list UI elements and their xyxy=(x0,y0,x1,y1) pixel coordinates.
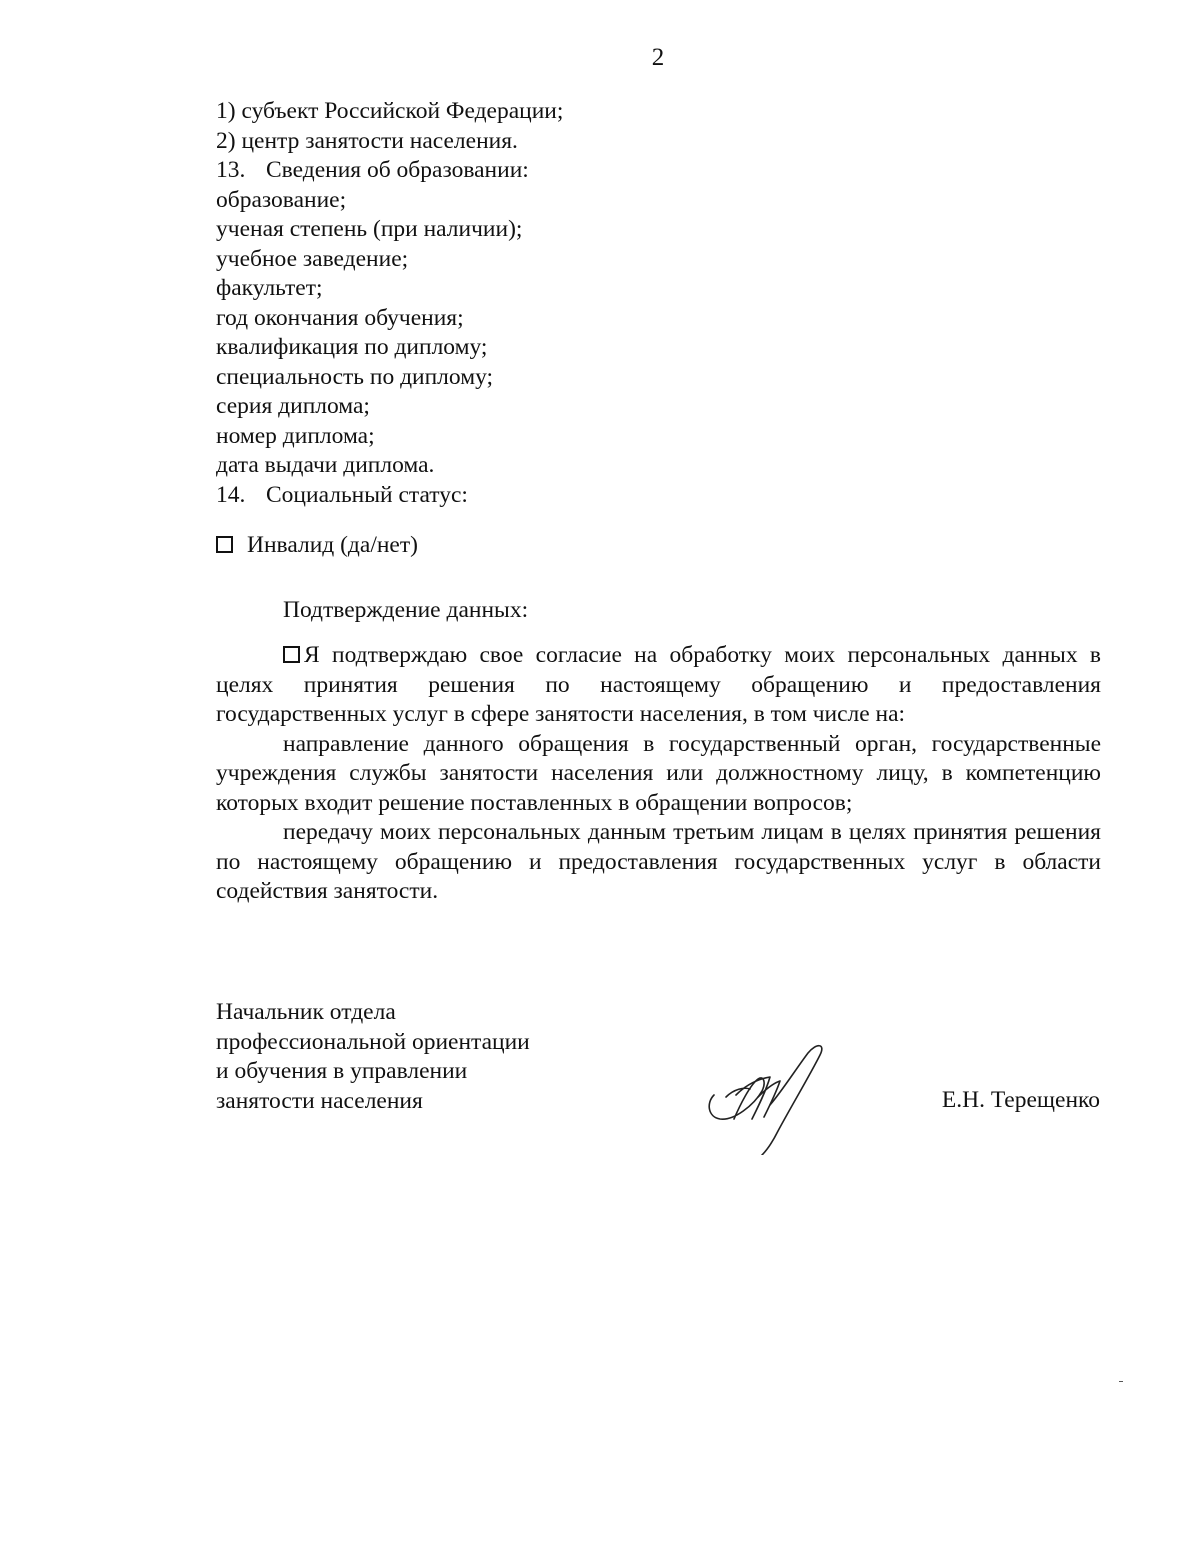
section-heading-social-status xyxy=(216,481,1116,511)
signer-position xyxy=(216,998,530,1116)
consent-checkbox[interactable] xyxy=(283,646,300,663)
signer-name: Е.Н. Терещенко xyxy=(941,1087,1100,1113)
list-line-text: дата выдачи диплома. xyxy=(216,452,435,478)
consent-block xyxy=(216,641,1101,907)
list-line-text: учебное заведение; xyxy=(216,245,409,272)
list-line xyxy=(216,274,1116,304)
list-line-text: специальность по диплому; xyxy=(216,363,494,390)
disability-checkbox[interactable] xyxy=(216,536,233,553)
list-line xyxy=(216,451,1116,481)
list-line xyxy=(216,186,1116,216)
list-line-text: ученая степень (при наличии); xyxy=(216,216,523,242)
signer-position-line: Начальник отдела xyxy=(216,999,396,1025)
disability-checkbox-label: Инвалид (да/нет) xyxy=(247,532,418,558)
list-line-text: 1) субъект Российской Федерации; xyxy=(216,98,564,124)
list-line xyxy=(216,392,1116,422)
signer-position-line: и обучения в управлении xyxy=(216,1058,468,1084)
list-line xyxy=(216,333,1116,363)
list-line-text: факультет; xyxy=(216,275,323,301)
list-line xyxy=(216,97,1116,127)
disability-checkbox-row[interactable] xyxy=(216,530,418,560)
list-line-text: 2) центр занятости населения. xyxy=(216,127,518,154)
scan-dot xyxy=(1119,1381,1123,1382)
list-line xyxy=(216,127,1116,157)
list-line-text: номер диплома; xyxy=(216,422,375,449)
list-line xyxy=(216,422,1116,452)
list-line-text: образование; xyxy=(216,186,347,213)
handwritten-signature xyxy=(700,1035,840,1155)
section-number: 13. xyxy=(216,157,246,183)
confirmation-heading: Подтверждение данных: xyxy=(283,597,529,623)
section-number: 14. xyxy=(216,481,246,508)
consent-item: направление данного обращения в государственный орган, государственные учреждения службы занятости населения или должностному лицу, в компетенцию которых входит решение поставленных в обращении вопросов; xyxy=(216,730,1101,816)
signature-stroke xyxy=(762,1046,822,1155)
section-title: Социальный статус: xyxy=(266,481,468,508)
consent-label: Я подтверждаю свое согласие на обработку моих персональных данных в целях принятия решения по настоящему обращению и предоставления государственных услуг в сфере занятости населения, в том числе на: xyxy=(216,642,1101,727)
consent-paragraph xyxy=(216,641,1101,730)
consent-item: передачу моих персональных данным третьим лицам в целях принятия решения по настоящему обращению и предоставления государственных услуг в области содействия занятости. xyxy=(216,819,1101,904)
field-list xyxy=(216,97,1116,510)
page-number: 2 xyxy=(651,44,665,71)
signer-position-line: профессиональной ориентации xyxy=(216,1028,530,1055)
list-line-text: год окончания обучения; xyxy=(216,304,464,331)
list-line xyxy=(216,304,1116,334)
section-heading-education xyxy=(216,156,1116,186)
list-line xyxy=(216,363,1116,393)
signer-position-line: занятости населения xyxy=(216,1087,423,1114)
list-line xyxy=(216,215,1116,245)
list-line xyxy=(216,245,1116,275)
list-line-text: квалификация по диплому; xyxy=(216,334,488,360)
section-title: Сведения об образовании: xyxy=(266,157,529,183)
list-line-text: серия диплома; xyxy=(216,393,370,419)
